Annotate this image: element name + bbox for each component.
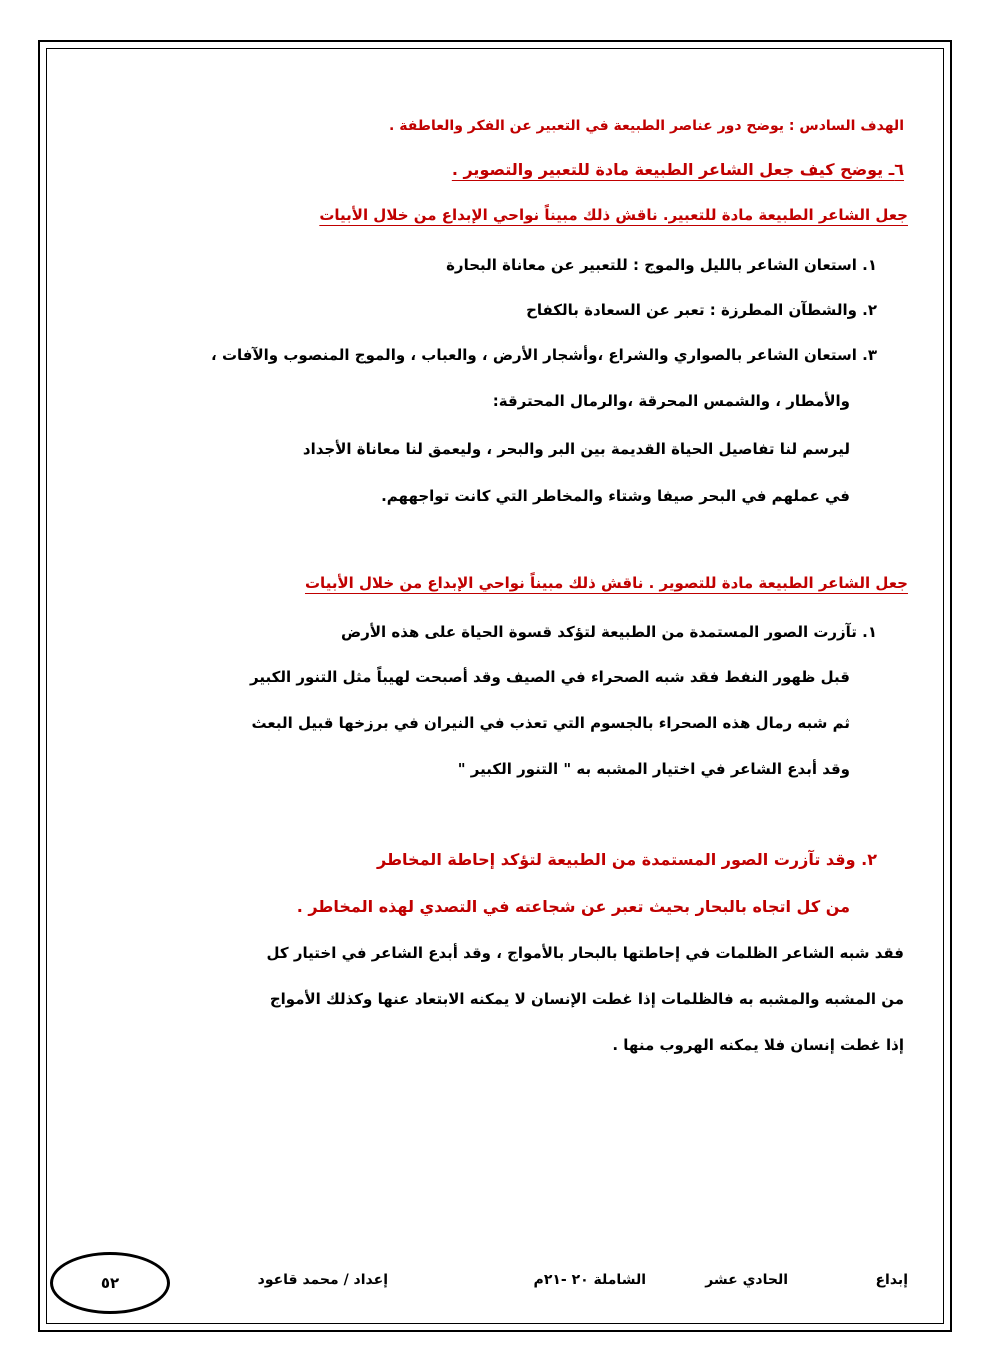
footer-grade: الحادي عشر: [705, 1272, 788, 1288]
objective-text: الهدف السادس : يوضح دور عناصر الطبيعة في التعبير عن الفكر والعاطفة .: [389, 118, 904, 134]
section2-line-3: ثم شبه رمال هذه الصحراء بالجسوم التي تعذب في النيران في برزخها قبيل البعث: [251, 714, 850, 732]
section2-heading: جعل الشاعر الطبيعة مادة للتصوير . ناقش ذلك مبيناً نواحي الإبداع من خلال الأبيات: [304, 574, 908, 592]
section1-line-3: ٣. استعان الشاعر بالصواري والشراع ،وأشجار الأرض ، والعباب ، والموج المنصوب والآفات ،: [211, 346, 877, 364]
page-border-inner: [46, 48, 944, 1324]
footer-comprehensive: الشاملة ٢٠ -٢١م: [533, 1272, 646, 1288]
section2-line-4: وقد أبدع الشاعر في اختيار المشبه به " التنور الكبير ": [457, 760, 850, 778]
section3-line-2: من المشبه والمشبه به فالظلمات إذا غطت الإنسان لا يمكنه الابتعاد عنها وكذلك الأمواج: [269, 990, 904, 1008]
section1-line-2: ٢. والشطآن المطرزة : تعبر عن السعادة بالكفاح: [526, 301, 877, 319]
section1-line-4: والأمطار ، والشمس المحرقة ،والرمال المحترقة:: [492, 392, 850, 410]
section2-line-2: قبل ظهور النفط فقد شبه الصحراء في الصيف وقد أصبحت لهيباً مثل التنور الكبير: [250, 668, 850, 686]
section3-red-line-2: من كل اتجاه بالبحار بحيث تعبر عن شجاعته في التصدي لهذه المخاطر .: [296, 897, 850, 916]
section1-line-6: في عملهم في البحر صيفا وشتاء والمخاطر التي كانت تواجههم.: [381, 487, 850, 505]
section2-line-1: ١. تآزرت الصور المستمدة من الطبيعة لتؤكد قسوة الحياة على هذه الأرض: [341, 623, 877, 641]
section3-red-line-1: ٢. وقد تآزرت الصور المستمدة من الطبيعة لتؤكد إحاطة المخاطر: [377, 850, 877, 869]
section3-line-1: فقد شبه الشاعر الظلمات في إحاطتها بالبحار بالأمواج ، وقد أبدع الشاعر في اختيار كل: [266, 944, 904, 962]
footer-ibdaa: إبداع: [875, 1272, 908, 1288]
section1-heading: جعل الشاعر الطبيعة مادة للتعبير. ناقش ذلك مبيناً نواحي الإبداع من خلال الأبيات: [319, 206, 908, 224]
question-heading: ٦ـ يوضح كيف جعل الشاعر الطبيعة مادة للتعبير والتصوير .: [451, 160, 904, 179]
page-number: ٥٢: [100, 1274, 120, 1292]
section3-line-3: إذا غطت إنسان فلا يمكنه الهروب منها .: [612, 1036, 904, 1054]
section1-line-1: ١. استعان الشاعر بالليل والموج : للتعبير عن معاناة البحارة: [446, 256, 877, 274]
footer-author: إعداد / محمد قاعود: [257, 1272, 388, 1288]
section1-line-5: ليرسم لنا تفاصيل الحياة القديمة بين البر والبحر ، وليعمق لنا معاناة الأجداد: [302, 440, 850, 458]
page-number-oval: [50, 1252, 170, 1314]
